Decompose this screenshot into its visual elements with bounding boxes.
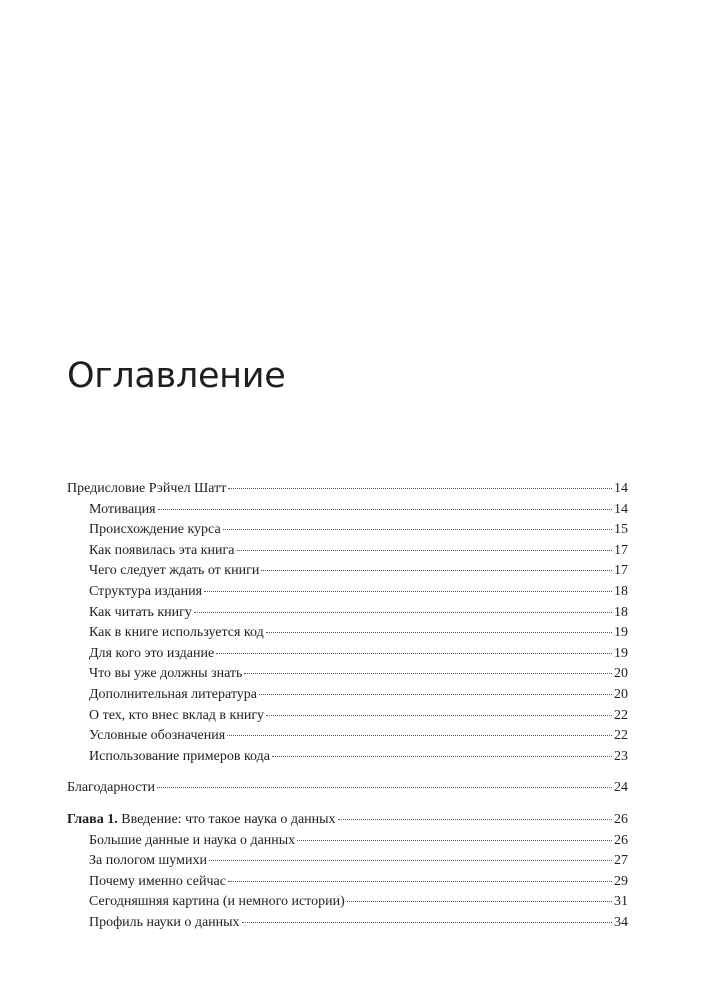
toc-entry[interactable] [67, 810, 628, 831]
toc-entry-label [89, 831, 295, 852]
toc-subentry[interactable] [67, 582, 628, 603]
toc-page-number: 19 [614, 625, 628, 641]
toc-page-number: 17 [614, 563, 628, 579]
toc-page-number: 18 [614, 604, 628, 620]
dot-leader [242, 922, 612, 923]
table-of-contents [67, 479, 628, 944]
toc-entry-title: Дополнительная литература [89, 686, 257, 702]
toc-subentry[interactable] [67, 664, 628, 685]
toc-entry-title: За пологом шумихи [89, 853, 207, 869]
toc-section [67, 810, 628, 934]
toc-subentry[interactable] [67, 561, 628, 582]
dot-leader [347, 901, 612, 902]
dot-leader [259, 694, 612, 695]
dot-leader [244, 673, 612, 674]
toc-entry-title: Благодарности [67, 780, 156, 796]
toc-entry-label [89, 706, 264, 727]
toc-entry-label [67, 479, 226, 500]
toc-entry-title: Предисловие Рэйчел Шатт [67, 481, 227, 496]
toc-page-number: 23 [614, 748, 628, 764]
toc-page-number: 27 [614, 853, 628, 869]
toc-entry-title: Использование примеров кода [89, 748, 270, 764]
toc-entry[interactable] [67, 778, 628, 799]
dot-leader [297, 840, 612, 841]
toc-entry-title: О тех, кто внес вклад в книгу [89, 707, 265, 723]
toc-entry-label [89, 520, 221, 541]
toc-entry-title: Сегодняшняя картина (и немного истории) [89, 894, 345, 910]
toc-subentry[interactable] [67, 603, 628, 624]
toc-entry-title: Введение: что такое наука о данных [121, 811, 336, 827]
toc-entry-label [89, 500, 156, 521]
toc-entry-title: Структура издания [89, 583, 203, 599]
toc-entry-title: Мотивация [89, 501, 156, 517]
toc-entry-label [89, 892, 345, 913]
toc-entry-label [89, 603, 192, 624]
toc-entry-label [67, 778, 155, 799]
page-title: Оглавление [67, 356, 286, 396]
dot-leader [228, 881, 612, 882]
toc-page-number: 18 [614, 583, 628, 599]
dot-leader [261, 570, 612, 571]
toc-entry-title: Как появилась эта книга [89, 542, 235, 558]
toc-page-number: 22 [614, 707, 628, 723]
toc-entry-title: Условные обозначения [89, 728, 226, 744]
toc-subentry[interactable] [67, 851, 628, 872]
toc-page-number: 15 [614, 522, 628, 538]
toc-entry-title: Почему именно сейчас [89, 873, 226, 889]
dot-leader [227, 735, 612, 736]
toc-subentry[interactable] [67, 706, 628, 727]
toc-page-number: 22 [614, 728, 628, 744]
toc-entry-title: Как в книге используется код [89, 625, 264, 641]
toc-entry-label [89, 685, 257, 706]
toc-subentry[interactable] [67, 747, 628, 768]
dot-leader [338, 819, 612, 820]
toc-entry-title: Для кого это издание [89, 645, 215, 661]
toc-subentry[interactable] [67, 623, 628, 644]
toc-page-number: 26 [614, 832, 628, 848]
toc-subentry[interactable] [67, 685, 628, 706]
toc-subentry[interactable] [67, 520, 628, 541]
toc-page-number: 29 [614, 873, 628, 889]
dot-leader [266, 715, 612, 716]
dot-leader [266, 632, 612, 633]
toc-entry-title: Большие данные и наука о данных [89, 832, 296, 848]
toc-section [67, 778, 628, 799]
toc-entry-label [89, 851, 207, 872]
dot-leader [209, 860, 612, 861]
toc-entry[interactable] [67, 479, 628, 500]
dot-leader [216, 653, 612, 654]
toc-page-number: 19 [614, 645, 628, 661]
toc-entry-label [89, 726, 225, 747]
toc-entry-label [67, 810, 336, 831]
toc-entry-label [89, 664, 242, 685]
toc-entry-label [89, 913, 240, 934]
toc-subentry[interactable] [67, 872, 628, 893]
toc-subentry[interactable] [67, 831, 628, 852]
toc-entry-label [89, 644, 214, 665]
toc-entry-label [89, 561, 259, 582]
toc-page-number: 24 [614, 780, 628, 796]
toc-section [67, 479, 628, 767]
toc-entry-label [89, 747, 270, 768]
toc-subentry[interactable] [67, 726, 628, 747]
dot-leader [272, 756, 612, 757]
toc-page-number: 34 [614, 914, 628, 930]
toc-entry-label [89, 582, 202, 603]
toc-page-number: 31 [614, 894, 628, 910]
toc-page-number: 14 [614, 501, 628, 517]
dot-leader [228, 488, 612, 489]
toc-entry-label [89, 623, 264, 644]
toc-entry-label [89, 872, 226, 893]
toc-entry-title: Чего следует ждать от книги [89, 563, 260, 579]
dot-leader [194, 612, 612, 613]
toc-page-number: 14 [614, 481, 628, 496]
toc-entry-title: Как читать книгу [89, 604, 192, 620]
toc-page-number: 20 [614, 686, 628, 702]
dot-leader [158, 509, 612, 510]
chapter-number: Глава 1. [67, 811, 118, 827]
toc-subentry[interactable] [67, 541, 628, 562]
toc-subentry[interactable] [67, 644, 628, 665]
dot-leader [237, 550, 613, 551]
toc-subentry[interactable] [67, 892, 628, 913]
toc-subentry[interactable] [67, 500, 628, 521]
toc-entry-title: Происхождение курса [89, 522, 221, 538]
toc-page-number: 17 [614, 542, 628, 558]
dot-leader [157, 787, 612, 788]
dot-leader [204, 591, 612, 592]
toc-entry-title: Что вы уже должны знать [89, 666, 243, 682]
toc-entry-label [89, 541, 235, 562]
toc-page-number: 20 [614, 666, 628, 682]
toc-page-number: 26 [614, 811, 628, 827]
dot-leader [223, 529, 612, 530]
toc-subentry[interactable] [67, 913, 628, 934]
toc-entry-title: Профиль науки о данных [89, 914, 240, 930]
